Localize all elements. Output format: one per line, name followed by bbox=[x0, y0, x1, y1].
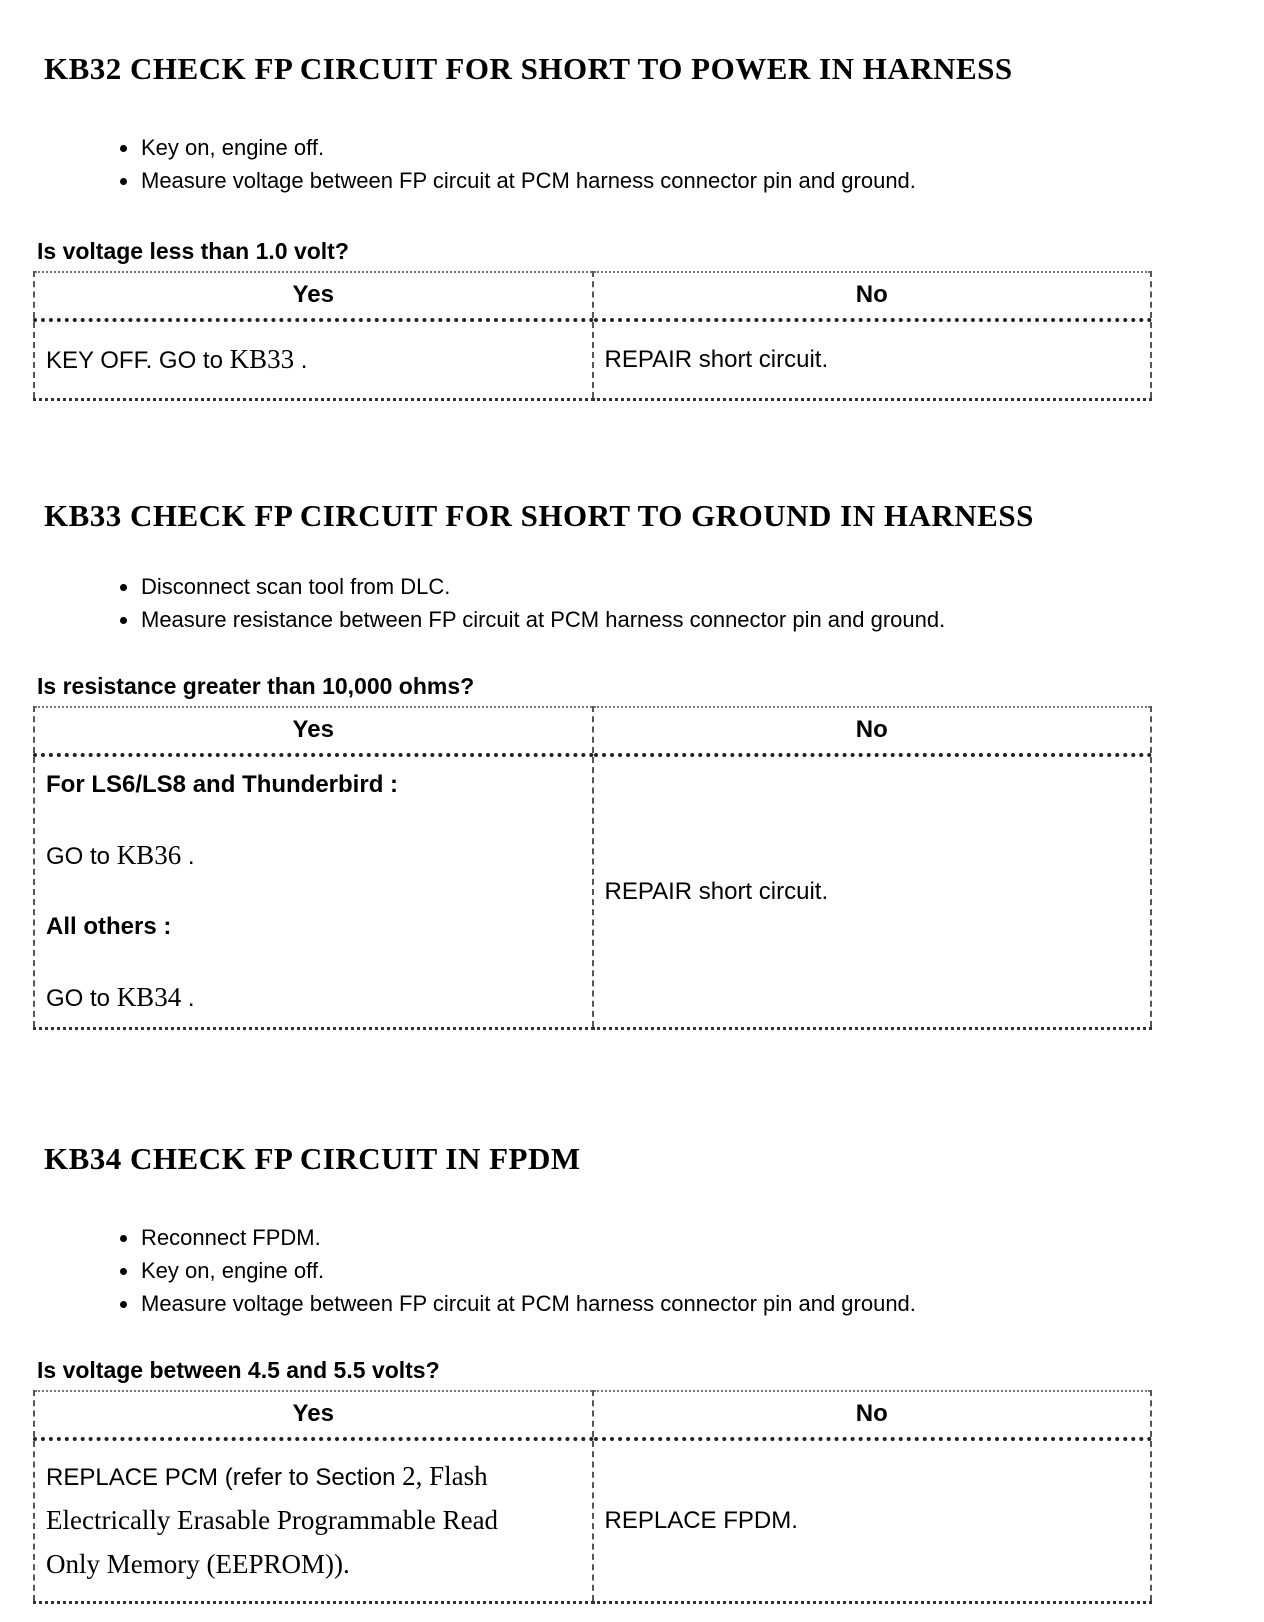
step-item: • Disconnect scan tool from DLC. bbox=[140, 574, 1219, 600]
procedure-steps bbox=[33, 135, 1219, 194]
decision-question: Is resistance greater than 10,000 ohms? bbox=[37, 673, 475, 699]
no-cell: REPAIR short circuit. bbox=[593, 320, 1152, 400]
link-kb34[interactable]: KB34 bbox=[116, 982, 182, 1012]
yes-cell bbox=[34, 320, 593, 400]
procedure-steps bbox=[33, 1225, 1219, 1317]
step-item: • Reconnect FPDM. bbox=[140, 1225, 1219, 1251]
no-cell: REPAIR short circuit. bbox=[593, 755, 1152, 1029]
action-text: . bbox=[294, 347, 308, 374]
table-header-row bbox=[34, 1391, 1151, 1439]
decision-question: Is voltage between 4.5 and 5.5 volts? bbox=[37, 1357, 440, 1383]
link-kb36[interactable]: KB36 bbox=[116, 840, 182, 870]
no-column-header: No bbox=[593, 1391, 1152, 1439]
action-text: . bbox=[181, 843, 195, 870]
decision-table-kb32 bbox=[33, 271, 1152, 401]
cell-paragraph: All others : bbox=[46, 913, 172, 940]
section-kb33 bbox=[33, 493, 1219, 1030]
table-row bbox=[34, 755, 1151, 1029]
procedure-heading-kb34: KB34 CHECK FP CIRCUIT IN FPDM bbox=[44, 1141, 581, 1176]
procedure-heading-kb32: KB32 CHECK FP CIRCUIT FOR SHORT TO POWER IN HARNESS bbox=[44, 51, 1013, 86]
no-column-header: No bbox=[593, 707, 1152, 755]
decision-table-kb34 bbox=[33, 1390, 1152, 1604]
yes-column-header: Yes bbox=[34, 1391, 593, 1439]
cell-paragraph bbox=[46, 983, 582, 1013]
step-item: • Measure voltage between FP circuit at PCM harness connector pin and ground. bbox=[140, 168, 1219, 194]
table-row bbox=[34, 1439, 1151, 1603]
procedure-heading-kb33: KB33 CHECK FP CIRCUIT FOR SHORT TO GROUND IN HARNESS bbox=[44, 498, 1034, 533]
link-section-2-eeprom[interactable]: 2, Flash Electrically Erasable Programmable Read Only Memory (EEPROM)). bbox=[46, 1461, 499, 1579]
table-row bbox=[34, 320, 1151, 400]
yes-cell bbox=[34, 1439, 593, 1603]
action-text: GO to bbox=[46, 843, 117, 870]
action-text: REPLACE PCM (refer to Section bbox=[46, 1464, 403, 1491]
cell-paragraph bbox=[46, 841, 582, 871]
yes-cell bbox=[34, 755, 593, 1029]
procedure-steps bbox=[33, 574, 1219, 633]
step-item: • Key on, engine off. bbox=[140, 135, 1219, 161]
section-kb34 bbox=[33, 1136, 1219, 1604]
link-kb33[interactable]: KB33 bbox=[229, 344, 295, 374]
decision-table-kb33 bbox=[33, 706, 1152, 1030]
table-header-row bbox=[34, 272, 1151, 320]
yes-column-header: Yes bbox=[34, 707, 593, 755]
yes-column-header: Yes bbox=[34, 272, 593, 320]
step-item: • Measure voltage between FP circuit at PCM harness connector pin and ground. bbox=[140, 1291, 1219, 1317]
cell-paragraph bbox=[46, 1453, 551, 1589]
action-text: KEY OFF. GO to bbox=[46, 347, 230, 374]
decision-question: Is voltage less than 1.0 volt? bbox=[37, 238, 349, 264]
section-kb32 bbox=[33, 46, 1219, 401]
no-column-header: No bbox=[593, 272, 1152, 320]
step-item: • Key on, engine off. bbox=[140, 1258, 1219, 1284]
cell-paragraph: For LS6/LS8 and Thunderbird : bbox=[46, 771, 399, 798]
no-cell: REPLACE FPDM. bbox=[593, 1439, 1152, 1603]
table-header-row bbox=[34, 707, 1151, 755]
action-text: GO to bbox=[46, 985, 117, 1012]
action-text: . bbox=[181, 985, 195, 1012]
step-item: • Measure resistance between FP circuit at PCM harness connector pin and ground. bbox=[140, 607, 1219, 633]
